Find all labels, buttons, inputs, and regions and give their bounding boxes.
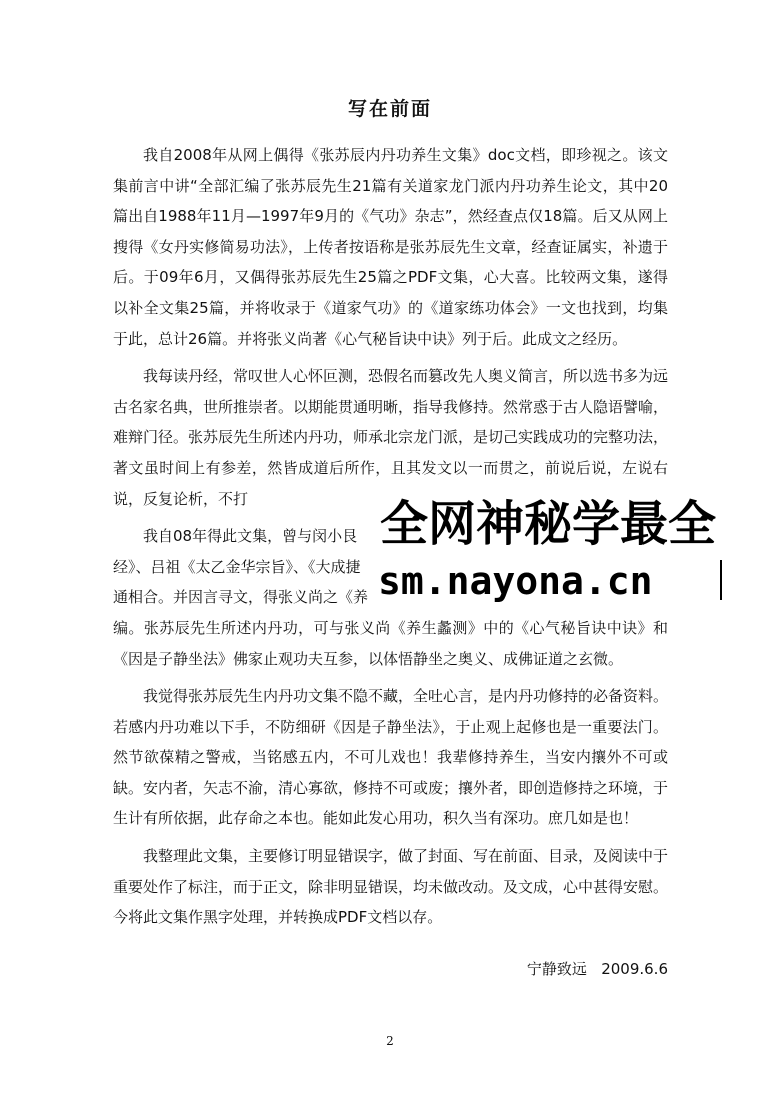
paragraph-1: 我自2008年从网上偶得《张苏辰内丹功养生文集》doc文档，即珍视之。该文集前言中讲“全部汇编了张苏辰先生21篇有关道家龙门派内丹功养生论文，其中20篇出自1988年11月—1997年9月的《气功》杂志”，然经查点仅18篇。后又从网上搜得《女丹实修简易功法》，上传者按语称是张苏辰先生文章，经查证属实，补遗于后。于09年6月，又偶得张苏辰先生25篇之PDF文集，心大喜。比较两文集，遂得以补全文集25篇，并将收录于《道家气功》的《道家练功体会》一文也找到，均集于此，总计26篇。并将张义尚著《心气秘旨诀中诀》列于后。此成文之经历。 <box>113 146 668 348</box>
paragraph-3-fragment-4: 编。张苏辰先生所述内丹功，可与张义尚《养生蠡测》中的《心气秘旨诀中诀》和《因是子静坐法》佛家止观功夫互参，以体悟静坐之奥义、成佛证道之玄微。 <box>113 618 668 668</box>
paragraph-2: 我每读丹经，常叹世人心怀叵测，恐假名而篡改先人奥义简言，所以选书多为远古名家名典，世所推崇者。以期能贯通明晰，指导我修持。然常惑于古人隐语譬喻，难辩门径。张苏辰先生所述内丹功，师承北宗龙门派，是切己实践成功的完整功法，著文虽时间上有参差，然皆成道后所作，且其发文以一而贯之，前说后说，左说右说，反复论析，不打 <box>113 367 669 508</box>
watermark-text: 全网神秘学最全 <box>380 496 717 552</box>
paragraph-4: 我觉得张苏辰先生内丹功文集不隐不藏，全吐心言，是内丹功修持的必备资料。若感内丹功难以下手，不防细研《因是子静坐法》，于止观上起修也是一重要法门。然节欲葆精之警戒，当铭感五内，不可儿戏也！我辈修持养生，当安内攘外不可或缺。安内者，矢志不渝，清心寡欲，修持不可或废；攘外者，即创造修持之环境，于生计有所依据，此存命之本也。能如此发心用功，积久当有深功。庶几如是也！ <box>113 687 669 828</box>
page-number: 2 <box>386 1034 394 1048</box>
paragraph-3-fragment-3: 通相合。并因言寻文，得张义尚之《养 <box>113 588 369 607</box>
watermark-overlay <box>376 492 780 616</box>
text-cursor <box>720 560 722 600</box>
watermark-url: sm.nayona.cn <box>378 559 653 603</box>
signature-line: 宁静致远 2009.6.6 <box>526 960 668 978</box>
paragraph-3-fragment-1: 我自08年得此文集，曾与闵小艮 <box>143 527 358 546</box>
paragraph-3-fragment-2: 经》、吕祖《太乙金华宗旨》、《大成捷 <box>113 557 361 576</box>
page-title: 写在前面 <box>347 98 432 120</box>
paragraph-5: 我整理此文集，主要修订明显错误字，做了封面、写在前面、目录，及阅读中于重要处作了标注，而于正文，除非明显错误，均未做改动。及文成，心中甚得安慰。今将此文集作黑字处理，并转换成PDF文档以存。 <box>113 847 669 927</box>
